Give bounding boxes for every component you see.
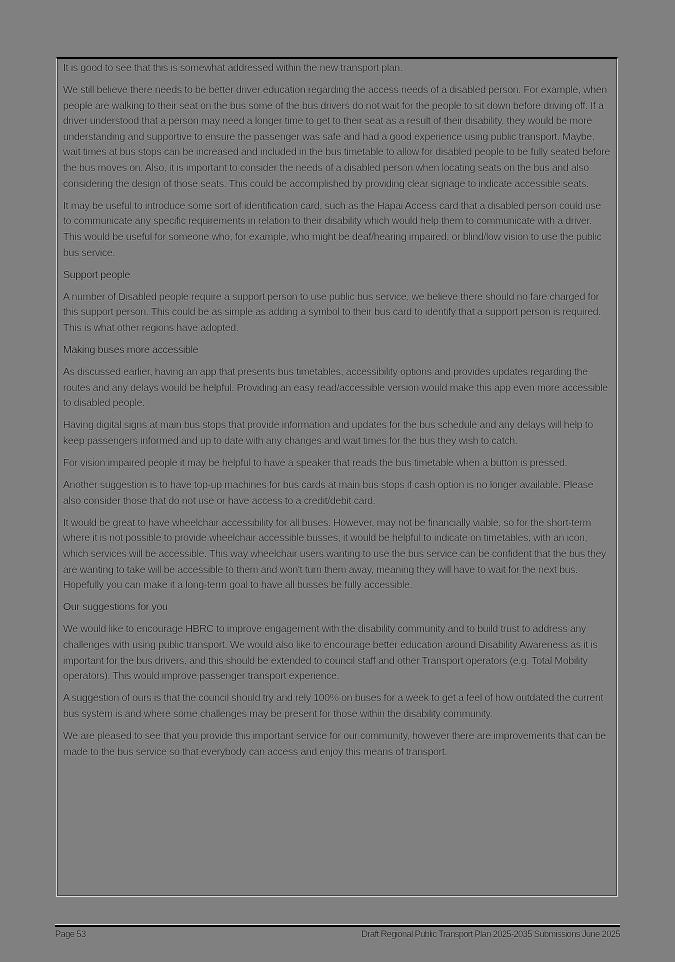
submission-text-box — [56, 57, 618, 897]
paragraph: Another suggestion is to have top-up machines for bus cards at main bus stops if cash option is no longer available. Please also consider those that do not use or have access to a credit/debit card. — [63, 480, 594, 507]
section-heading-support-people: Support people — [63, 268, 131, 281]
section-heading-making-buses-accessible: Making buses more accessible — [63, 344, 199, 356]
footer-document-title: Draft Regional Public Transport Plan 2025-2035 Submissions June 2025 — [361, 929, 620, 939]
paragraph: It would be great to have wheelchair accessibility for all buses. However, may not be financially viable, so for the short-term where it is not possible to provide wheelchair accessible busses, it would be helpful to indicate on timetables, with an icon, which services will be accessible. This way wheelchair users wanting to use the bus service can be confident that the bus they are wanting to take will be accessible to them and won't turn them away, meaning they will have to wait for the next bus. Hopefully you can make it a long-term goal to have all busses be fully accessible. — [63, 517, 606, 592]
paragraph: We still believe there needs to be better driver education regarding the access needs of a disabled person. For example, when people are walking to their seat on the bus some of the bus drivers do not wait for the people to sit down before driving off. If a driver understood that a person may need a longer time to get to their seat as a result of their disability, they would be more understanding and supportive to ensure the passenger was safe and had a good experience using public transport. Maybe, wait times at bus stops can be increased and included in the bus timetable to allow for disabled people to be fully seated before the bus moves on. Also, it is important to consider the needs of a disabled person when locating seats on the bus and also considering the design of those seats. This could be accomplished by providing clear signage to indicate accessible seats. — [63, 85, 611, 190]
paragraph: It is good to see that this is somewhat addressed within the new transport plan. — [63, 63, 403, 74]
paragraph: A number of Disabled people require a support person to use public bus service, we believe there should no fare charged for this support person. This could be as simple as adding a symbol to their bus card to identify that a support person is required. This is what other regions have adopted. — [63, 291, 601, 334]
paragraph: As discussed earlier, having an app that presents bus timetables, accessibility options and provides updates regarding the routes and any delays would be helpful. Providing an easy read/accessible version would make this app even more accessible to disabled people. — [63, 367, 608, 410]
section-heading-our-suggestions: Our suggestions for you — [63, 601, 168, 614]
paragraph: A suggestion of ours is that the council should try and rely 100% on buses for a week to get a feel of how outdated the current bus system is and where some challenges may be present for those within the disability community. — [63, 693, 604, 720]
paragraph: It may be useful to introduce some sort of identification card, such as the Hapai Access card that a disabled person could use to communicate any specific requirements in relation to their disability which would help them to communicate with a driver. This would be useful for someone who, for example, who might be deaf/hearing impaired, or blind/low vision to use the public bus service. — [63, 200, 602, 259]
footer-divider — [55, 924, 620, 927]
paragraph: We would like to encourage HBRC to improve engagement with the disability community and to build trust to address any challenges with using public transport. We would also like to encourage better education around Disability Awareness as it is important for the bus drivers, and this should be extended to council staff and other Transport operators (e.g. Total Mobility operators). This would improve passenger transport experience. — [63, 624, 598, 683]
paragraph: We are pleased to see that you provide this important service for our community, however there are improvements that can be made to the bus service so that everybody can access and enjoy this means of transport. — [63, 730, 606, 758]
paragraph: Having digital signs at main bus stops that provide information and updates for the bus schedule and any delays will help to keep passengers informed and up to date with any changes and wait times for the bus they wish to catch. — [63, 420, 593, 447]
paragraph: For vision impaired people it may be helpful to have a speaker that reads the bus timetable when a button is pressed. — [63, 458, 568, 470]
page-number: Page 53 — [55, 929, 86, 939]
